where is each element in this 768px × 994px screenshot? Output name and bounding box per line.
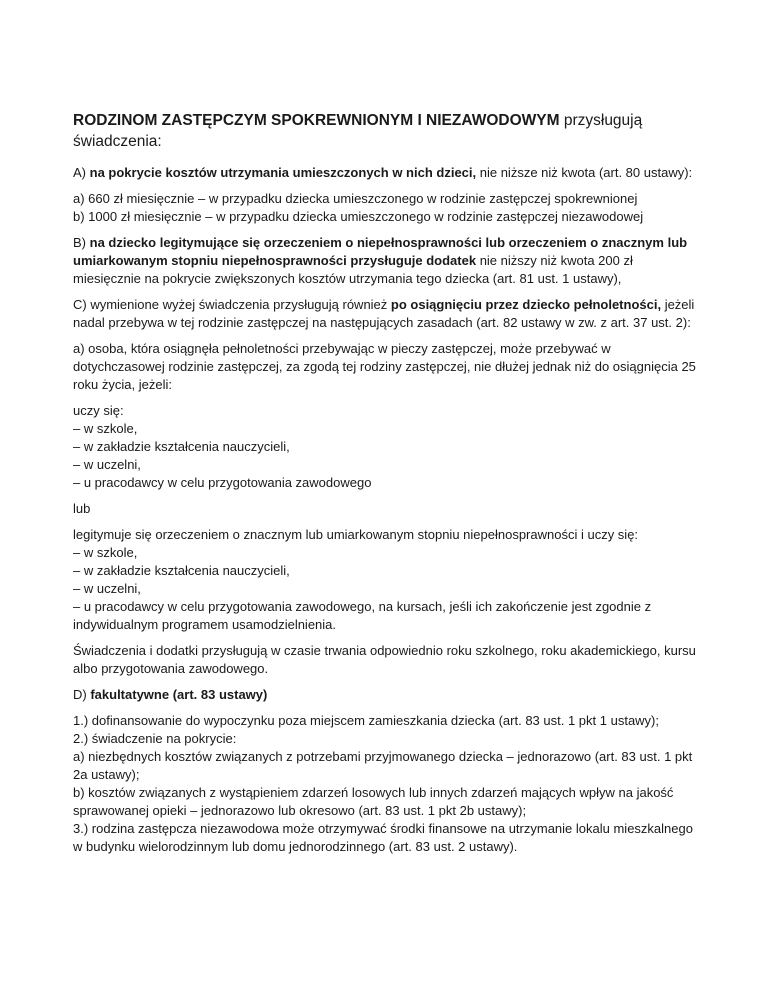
section-b	[73, 234, 701, 288]
section-a	[73, 164, 701, 182]
optional-list	[73, 712, 701, 856]
amounts-list	[73, 190, 701, 226]
section-c-prefix: C) wymienione wyżej świadczenia przysługują również	[73, 297, 391, 312]
list-item: – w szkole,	[73, 421, 138, 436]
list-item: – u pracodawcy w celu przygotowania zawodowego, na kursach, jeśli ich zakończenie jest zgodnie z indywidualnym programem usamodzielnienia.	[73, 599, 652, 632]
list-item: uczy się:	[73, 403, 124, 418]
page-title	[73, 110, 701, 152]
list-item: – w zakładzie kształcenia nauczycieli,	[73, 439, 290, 454]
duration-note: Świadczenia i dodatki przysługują w czasie trwania odpowiednio roku szkolnego, roku akademickiego, kursu albo przygotowania zawodowego.	[73, 643, 696, 676]
list-item: a) niezbędnych kosztów związanych z potrzebami przyjmowanego dziecka – jednorazowo (art. 83 ust. 1 pkt 2a ustawy);	[73, 749, 693, 782]
section-b-bold: na dziecko legitymujące się orzeczeniem o niepełnosprawności lub orzeczeniem o znacznym lub umiarkowanym stopniu niepełnosprawności przysługuje dodatek	[73, 235, 688, 268]
list-item: – w szkole,	[73, 545, 138, 560]
list-item: – w uczelni,	[73, 457, 141, 472]
list-item: – w uczelni,	[73, 581, 141, 596]
list-item: legitymuje się orzeczeniem o znacznym lub umiarkowanym stopniu niepełnosprawności i uczy się:	[73, 527, 639, 542]
studies-list	[73, 402, 701, 492]
section-d-bold: fakultatywne (art. 83 ustawy)	[90, 687, 268, 702]
section-b-rest: nie niższy niż kwota 200 zł miesięcznie na pokrycie zwiększonych kosztów utrzymania tego dziecka (art. 81 ust. 1 ustawy),	[73, 253, 633, 286]
section-a-rest: nie niższe niż kwota (art. 80 ustawy):	[476, 165, 693, 180]
list-item: b) kosztów związanych z wystąpieniem zdarzeń losowych lub innych zdarzeń mających wpływ na jakość sprawowanej opieki – jednorazowo lub okresowo (art. 83 ust. 1 pkt 2b ustawy);	[73, 785, 674, 818]
section-a-bold: na pokrycie kosztów utrzymania umieszczonych w nich dzieci,	[89, 165, 477, 180]
or-separator: lub	[73, 501, 91, 516]
title-bold: RODZINOM ZASTĘPCZYM SPOKREWNIONYM I NIEZAWODOWYM	[73, 112, 560, 129]
list-item: 1.) dofinansowanie do wypoczynku poza miejscem zamieszkania dziecka (art. 83 ust. 1 pkt 1 ustawy);	[73, 713, 659, 728]
section-c	[73, 296, 701, 332]
section-b-prefix: B)	[73, 235, 90, 250]
section-d-prefix: D)	[73, 687, 91, 702]
amount-line: a) 660 zł miesięcznie – w przypadku dziecka umieszczonego w rodzinie zastępczej spokrewnionej	[73, 191, 638, 206]
list-item: 2.) świadczenie na pokrycie:	[73, 731, 237, 746]
section-d	[73, 686, 701, 704]
list-item: – u pracodawcy w celu przygotowania zawodowego	[73, 475, 372, 490]
title-rest: przysługują świadczenia:	[73, 112, 643, 150]
section-c-bold: po osiągnięciu przez dziecko pełnoletności,	[390, 297, 662, 312]
amount-line: b) 1000 zł miesięcznie – w przypadku dziecka umieszczonego w rodzinie zastępczej niezawodowej	[73, 209, 644, 224]
document-page	[73, 110, 701, 864]
list-item: 3.) rodzina zastępcza niezawodowa może otrzymywać środki finansowe na utrzymanie lokalu mieszkalnego w budynku wielorodzinnym lub domu jednorodzinnego (art. 83 ust. 2 ustawy).	[73, 821, 693, 854]
section-a-prefix: A)	[73, 165, 90, 180]
list-item: – w zakładzie kształcenia nauczycieli,	[73, 563, 290, 578]
disabled-list	[73, 526, 701, 634]
point-a: a) osoba, która osiągnęła pełnoletności przebywając w pieczy zastępczej, może przebywać w dotychczasowej rodzinie zastępczej, za zgodą tej rodziny zastępczej, nie dłużej jednak niż do osiągnięcia 25 roku życia, jeżeli:	[73, 341, 696, 392]
section-c-rest: jeżeli nadal przebywa w tej rodzinie zastępczej na następujących zasadach (art. 82 ustawy w zw. z art. 37 ust. 2):	[73, 297, 695, 330]
